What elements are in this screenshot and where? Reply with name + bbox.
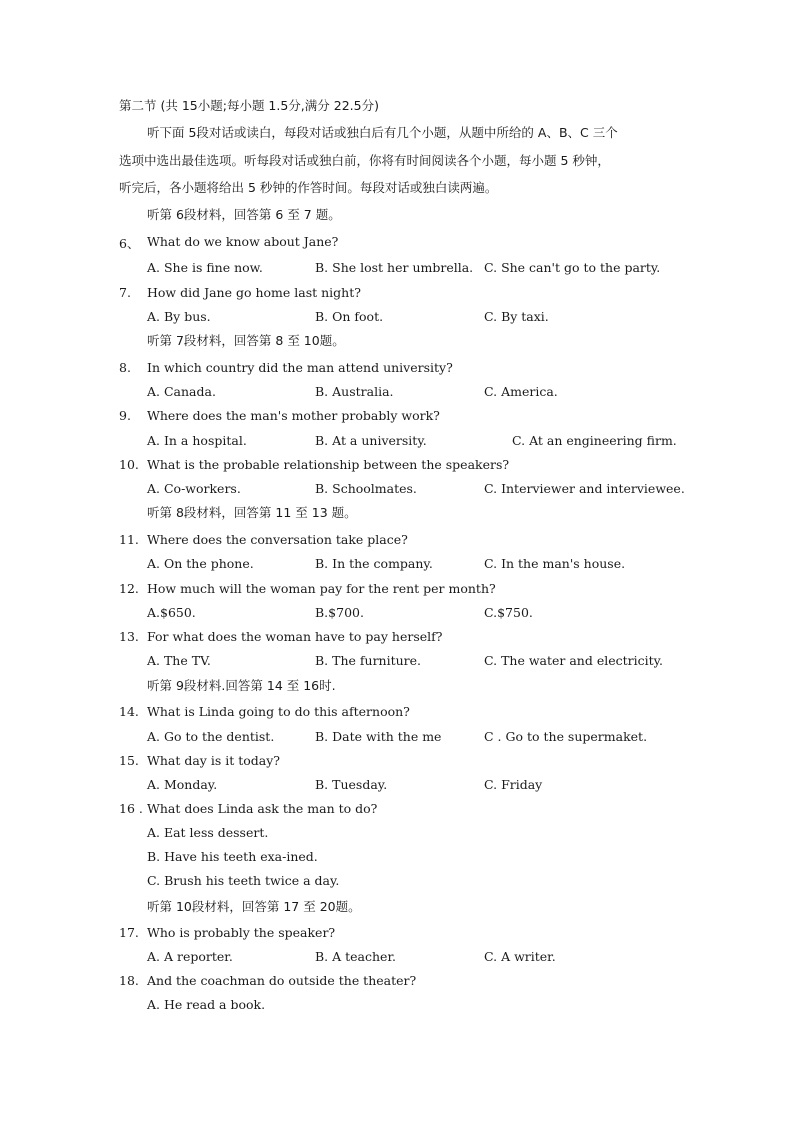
- option-a: A. A reporter.: [147, 949, 233, 964]
- option-c: C. The water and electricity.: [484, 653, 664, 668]
- material-6-heading: 听第 6段材料，回答第 6 至 7 题。: [147, 207, 341, 222]
- option-c: C . Go to the supermaket.: [484, 729, 648, 744]
- option-c: C. By taxi.: [484, 309, 549, 324]
- question-text: How did Jane go home last night?: [147, 285, 361, 300]
- question-text: For what does the woman have to pay herself?: [147, 629, 443, 644]
- question-text: What is the probable relationship between the speakers?: [147, 457, 510, 472]
- option-c: C. In the man's house.: [484, 556, 626, 571]
- option-b: B. The furniture.: [315, 653, 422, 668]
- question-number: 11.: [119, 532, 139, 547]
- option-a: A. By bus.: [147, 309, 211, 324]
- question-number: 6、: [119, 236, 140, 251]
- question-number: 17.: [119, 925, 139, 940]
- option-c: C. America.: [484, 384, 558, 399]
- option-a: A. The TV.: [147, 653, 211, 668]
- option-b: B. Schoolmates.: [315, 481, 417, 496]
- question-text: Where does the conversation take place?: [147, 532, 408, 547]
- option-a: A. Canada.: [147, 384, 216, 399]
- option-c: C.$750.: [484, 605, 533, 620]
- question-number: 16 .: [119, 801, 143, 816]
- option-c: C. She can't go to the party.: [484, 260, 661, 275]
- instruction-line-2: 选项中选出最佳选项。听每段对话或独白前，你将有时间阅读各个小题，每小题 5 秒钟，: [119, 153, 610, 168]
- option-b: B. A teacher.: [315, 949, 397, 964]
- option-a: A. She is fine now.: [147, 260, 263, 275]
- option-a: A. In a hospital.: [147, 433, 247, 448]
- question-text: What is Linda going to do this afternoon?: [147, 704, 410, 719]
- material-7-heading: 听第 7段材料，回答第 8 至 10题。: [147, 333, 345, 348]
- option-b: B. In the company.: [315, 556, 433, 571]
- option-a: A. Monday.: [147, 777, 218, 792]
- material-10-heading: 听第 10段材料，回答第 17 至 20题。: [147, 899, 361, 914]
- question-number: 9.: [119, 408, 131, 423]
- option-b: B. Tuesday.: [315, 777, 388, 792]
- material-9-heading: 听第 9段材料.回答第 14 至 16时.: [147, 678, 336, 693]
- question-number: 12.: [119, 581, 139, 596]
- question-text: In which country did the man attend university?: [147, 360, 453, 375]
- option-c: C. Brush his teeth twice a day.: [147, 873, 340, 888]
- question-text: How much will the woman pay for the rent per month?: [147, 581, 496, 596]
- option-b: B. On foot.: [315, 309, 384, 324]
- option-a: A. Go to the dentist.: [147, 729, 275, 744]
- option-a: A. He read a book.: [147, 997, 266, 1012]
- option-c: C. Interviewer and interviewee.: [484, 481, 685, 496]
- option-b: B. Australia.: [315, 384, 394, 399]
- question-text: What do we know about Jane?: [147, 234, 339, 249]
- instruction-line-1: 听下面 5段对话或读白，每段对话或独白后有几个小题，从题中所给的 A、B、C 三个: [147, 125, 618, 140]
- question-number: 8.: [119, 360, 131, 375]
- question-text: And the coachman do outside the theater?: [147, 973, 417, 988]
- option-a: A. On the phone.: [147, 556, 254, 571]
- option-c: C. Friday: [484, 777, 543, 792]
- section-title: 第二节 (共 15小题;每小题 1.5分,满分 22.5分): [119, 98, 379, 113]
- instruction-line-3: 听完后，各小题将给出 5 秒钟的作答时间。每段对话或独白读两遍。: [119, 180, 498, 195]
- material-8-heading: 听第 8段材料，回答第 11 至 13 题。: [147, 505, 357, 520]
- question-number: 13.: [119, 629, 139, 644]
- question-number: 18.: [119, 973, 139, 988]
- question-text: Who is probably the speaker?: [147, 925, 336, 940]
- option-a: A. Co-workers.: [147, 481, 241, 496]
- option-b: B.$700.: [315, 605, 364, 620]
- option-c: C. At an engineering firm.: [512, 433, 677, 448]
- question-text: What does Linda ask the man to do?: [147, 801, 378, 816]
- option-b: B. Have his teeth exa-ined.: [147, 849, 318, 864]
- question-number: 7.: [119, 285, 131, 300]
- option-a: A.$650.: [147, 605, 196, 620]
- option-b: B. Date with the me: [315, 729, 442, 744]
- option-c: C. A writer.: [484, 949, 556, 964]
- question-number: 10.: [119, 457, 139, 472]
- question-text: What day is it today?: [147, 753, 280, 768]
- question-text: Where does the man's mother probably work?: [147, 408, 440, 423]
- option-b: B. At a university.: [315, 433, 427, 448]
- option-b: B. She lost her umbrella.: [315, 260, 474, 275]
- question-number: 15.: [119, 753, 139, 768]
- option-a: A. Eat less dessert.: [147, 825, 269, 840]
- question-number: 14.: [119, 704, 139, 719]
